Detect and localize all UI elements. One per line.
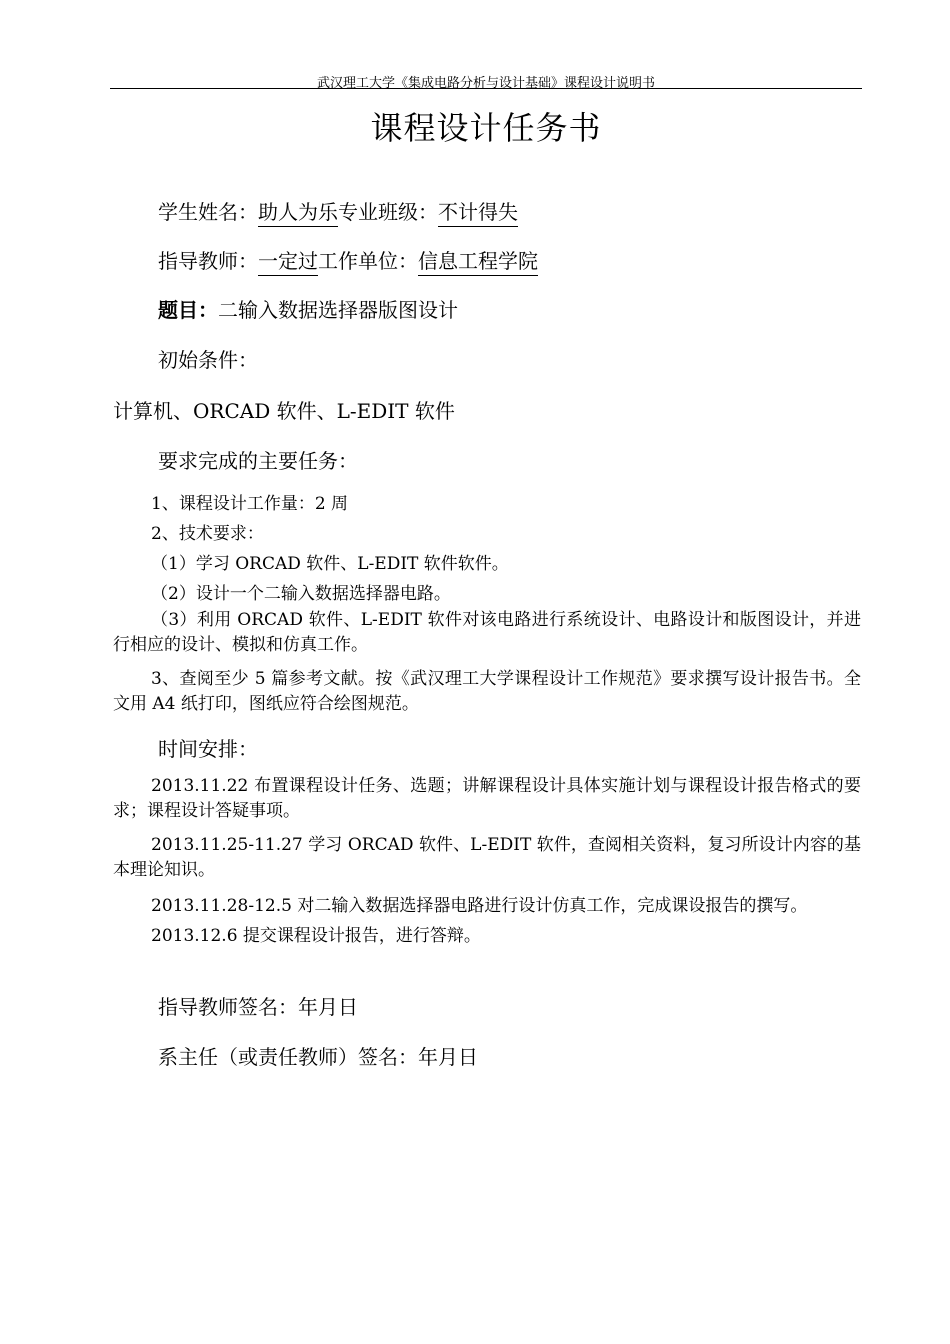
task-item-3: 3、查阅至少 5 篇参考文献。按《武汉理工大学课程设计工作规范》要求撰写设计报告书。全文用 A4 纸打印，图纸应符合绘图规范。 [113, 669, 861, 714]
document-title: 课程设计任务书 [370, 109, 602, 147]
schedule-entry-1: 2013.11.22 布置课程设计任务、选题；讲解课程设计具体实施计划与课程设计报告格式的要求；课程设计答疑事项。 [113, 776, 861, 821]
topic-label: 题目： [158, 298, 218, 322]
advisor-info-row [158, 245, 538, 274]
advisor-value: 一定过 [258, 249, 318, 276]
major-class-value: 不计得失 [438, 200, 518, 227]
advisor-signature-line: 指导教师签名：年月日 [158, 995, 358, 1019]
task-sub-1: （1）学习 ORCAD 软件、L-EDIT 软件软件。 [151, 554, 509, 574]
major-class-label: 专业班级： [338, 200, 438, 224]
header-rule [110, 88, 862, 89]
schedule-entry-3: 2013.11.28-12.5 对二输入数据选择器电路进行设计仿真工作，完成课设报告的撰写。 [151, 896, 808, 916]
tasks-heading: 要求完成的主要任务： [158, 449, 358, 473]
task-sub-3: （3）利用 ORCAD 软件、L-EDIT 软件对该电路进行系统设计、电路设计和版图设计，并进行相应的设计、模拟和仿真工作。 [113, 610, 861, 655]
task-item-2: 2、技术要求： [151, 524, 264, 544]
topic-value: 二输入数据选择器版图设计 [218, 298, 458, 322]
running-header: 武汉理工大学《集成电路分析与设计基础》课程设计说明书 [316, 76, 655, 91]
student-name-value: 助人为乐 [258, 200, 338, 227]
advisor-label: 指导教师： [158, 249, 258, 273]
initial-conditions-label: 初始条件： [158, 348, 258, 372]
work-unit-value: 信息工程学院 [418, 249, 538, 276]
student-name-label: 学生姓名： [158, 200, 258, 224]
task-item-1: 1、课程设计工作量：2 周 [151, 494, 349, 514]
student-info-row [158, 196, 518, 225]
work-unit-label: 工作单位： [318, 249, 418, 273]
topic-row [158, 294, 458, 323]
director-signature-line: 系主任（或责任教师）签名：年月日 [158, 1045, 478, 1069]
task-sub-2: （2）设计一个二输入数据选择器电路。 [151, 584, 451, 604]
schedule-entry-4: 2013.12.6 提交课程设计报告，进行答辩。 [151, 926, 481, 946]
initial-conditions-value: 计算机、ORCAD 软件、L-EDIT 软件 [113, 399, 455, 423]
schedule-heading: 时间安排： [158, 737, 258, 761]
schedule-entry-2: 2013.11.25-11.27 学习 ORCAD 软件、L-EDIT 软件，查阅相关资料，复习所设计内容的基本理论知识。 [113, 835, 861, 880]
